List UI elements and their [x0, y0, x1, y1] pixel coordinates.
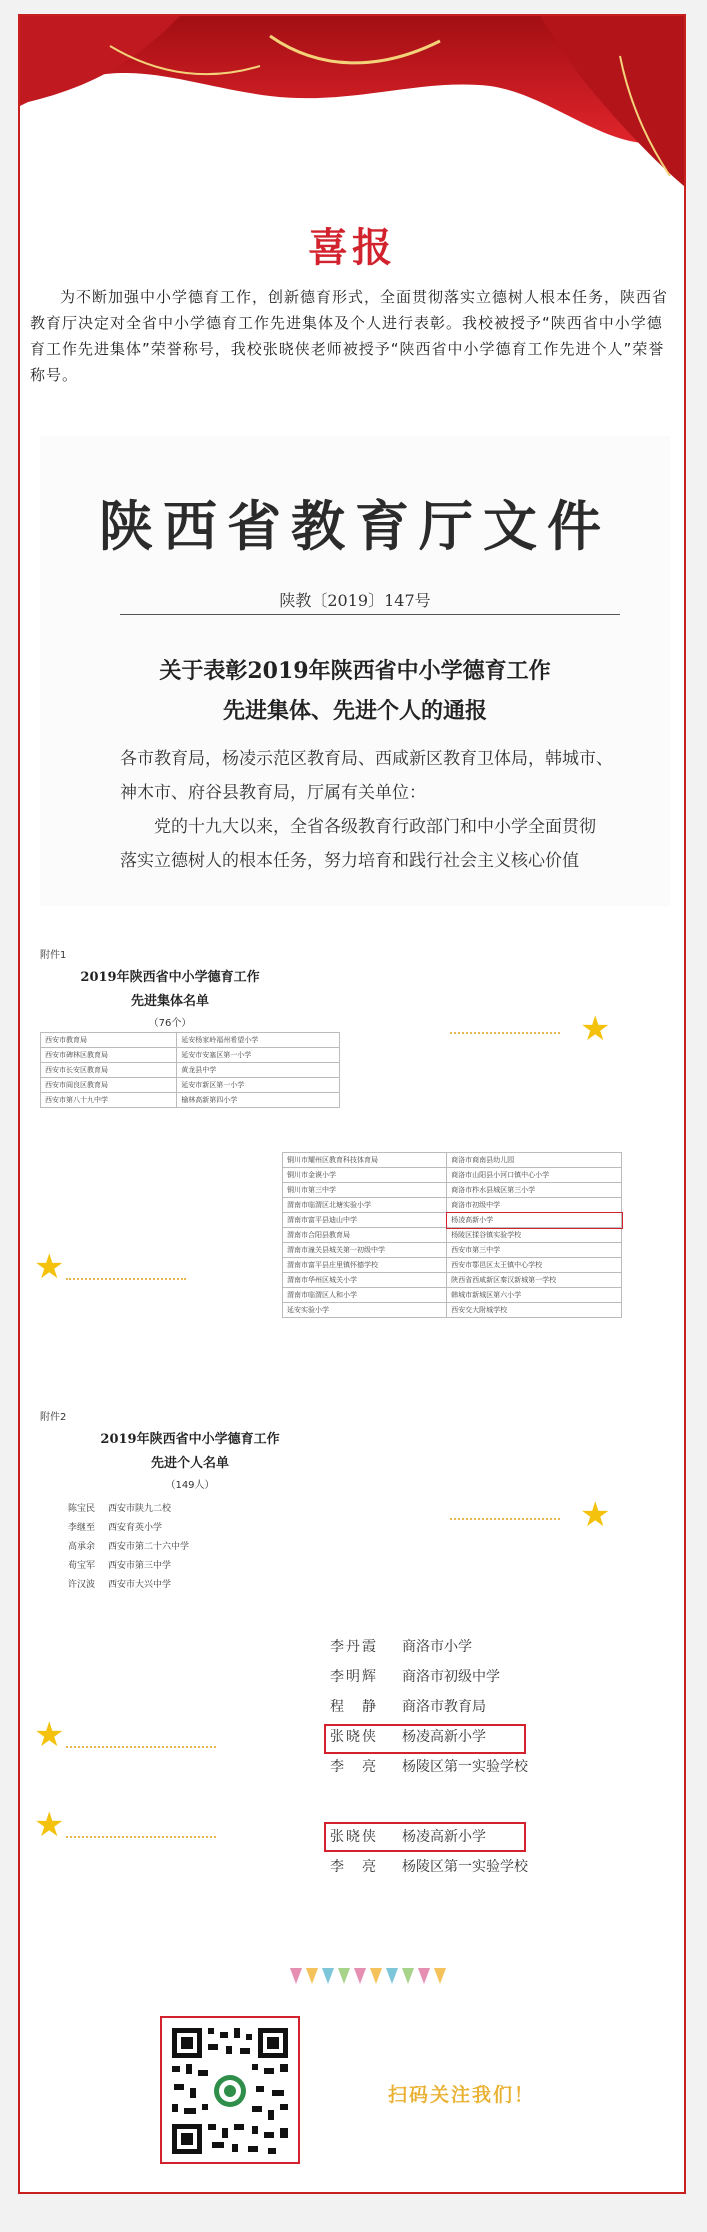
- table-row: [283, 1168, 622, 1183]
- star-icon: ★: [580, 1495, 611, 1535]
- highlight-box: [324, 1724, 526, 1754]
- person-name: 李 亮: [330, 1759, 378, 1775]
- table-row: [41, 1033, 340, 1048]
- table-cell: 渭南市合阳县教育局: [283, 1228, 447, 1243]
- collective-table-a: [40, 1032, 340, 1108]
- attachment-2-title-1: 2019年陕西省中小学德育工作: [100, 1432, 280, 1447]
- list-item: [330, 1692, 650, 1722]
- table-cell: 延安实验小学: [283, 1303, 447, 1318]
- red-curtain-decoration: [20, 16, 684, 216]
- person-name: 李 亮: [330, 1859, 378, 1875]
- table-cell: 韩城市新城区第六小学: [447, 1288, 622, 1303]
- table-cell: 铜川市第三中学: [283, 1183, 447, 1198]
- document-rule: [120, 614, 620, 615]
- person-name: 张晓侠: [330, 1829, 378, 1845]
- person-unit: 杨陵区第一实验学校: [402, 1859, 528, 1875]
- list-item: [68, 1519, 189, 1538]
- table-cell: 陕西省西咸新区秦汉新城第一学校: [447, 1273, 622, 1288]
- person-unit: 商洛市教育局: [402, 1699, 486, 1715]
- dotted-trail: [66, 1746, 216, 1748]
- table-cell: 渭南市富平县庄里镇怀德学校: [283, 1258, 447, 1273]
- table-cell: 榆林高新第四小学: [177, 1093, 340, 1108]
- person-unit: 西安育英小学: [108, 1523, 163, 1533]
- qr-code[interactable]: [160, 2016, 300, 2164]
- dotted-trail: [66, 1278, 186, 1280]
- table-row: [283, 1288, 622, 1303]
- highlighted-school-cell: 杨凌高新小学: [447, 1213, 622, 1228]
- table-cell: 延安杨家岭福州希望小学: [177, 1033, 340, 1048]
- star-icon: ★: [34, 1247, 65, 1287]
- document-header: 陕西省教育厅文件: [99, 494, 611, 558]
- table-row: [283, 1198, 622, 1213]
- attachment-1-label: 附件1: [40, 950, 67, 961]
- table-row: [283, 1183, 622, 1198]
- list-item: [330, 1752, 650, 1782]
- attachment-2-label: 附件2: [40, 1412, 67, 1423]
- document-body-line: 神木市、府谷县教育局，厅属有关单位：: [120, 783, 426, 803]
- table-row: [283, 1303, 622, 1318]
- table-cell: 商洛市商南县幼儿园: [447, 1153, 622, 1168]
- table-cell: 西安市第八十九中学: [41, 1093, 177, 1108]
- attachment-2-count: （149人）: [165, 1480, 215, 1491]
- person-name: 李丹霞: [330, 1639, 378, 1655]
- person-unit: 西安市第三中学: [108, 1561, 172, 1571]
- list-item: [68, 1576, 189, 1595]
- qr-code-icon: [168, 2024, 292, 2158]
- official-document-scan: [40, 436, 670, 906]
- table-cell: 西安市第三中学: [447, 1243, 622, 1258]
- list-item: [68, 1557, 189, 1576]
- table-cell: 渭南市华州区城关小学: [283, 1273, 447, 1288]
- table-cell: 渭南市临渭区人和小学: [283, 1288, 447, 1303]
- table-row: [41, 1093, 340, 1108]
- dotted-trail: [450, 1032, 560, 1034]
- table-cell: 商洛市初级中学: [447, 1198, 622, 1213]
- table-row: [41, 1048, 340, 1063]
- individual-list-a: [68, 1500, 189, 1595]
- person-name: 李明辉: [330, 1669, 378, 1685]
- person-unit: 西安市第二十六中学: [108, 1542, 190, 1552]
- collective-table-b: [282, 1152, 622, 1318]
- table-cell: 黄龙县中学: [177, 1063, 340, 1078]
- person-unit: 商洛市初级中学: [402, 1669, 500, 1685]
- table-cell: 杨陵区揉谷镇实验学校: [447, 1228, 622, 1243]
- list-item: [330, 1632, 650, 1662]
- dotted-trail: [66, 1836, 216, 1838]
- table-cell: 渭南市潼关县城关第一初级中学: [283, 1243, 447, 1258]
- attachment-1-title-1: 2019年陕西省中小学德育工作: [80, 970, 260, 985]
- table-cell: 铜川市金谟小学: [283, 1168, 447, 1183]
- person-name: 高承余: [68, 1542, 96, 1552]
- table-cell: 铜川市耀州区教育科技体育局: [283, 1153, 447, 1168]
- table-row: [41, 1078, 340, 1093]
- table-cell: 商洛市山阳县小河口镇中心小学: [447, 1168, 622, 1183]
- document-body-line: 各市教育局，杨凌示范区教育局、西咸新区教育卫体局，韩城市、: [120, 749, 613, 769]
- table-cell: 渭南市临渭区北塘实验小学: [283, 1198, 447, 1213]
- table-row: [283, 1243, 622, 1258]
- list-item: [68, 1538, 189, 1557]
- attachment-2-title-2: 先进个人名单: [150, 1456, 229, 1471]
- table-cell: 西安市教育局: [41, 1033, 177, 1048]
- person-unit: 杨凌高新小学: [402, 1729, 486, 1745]
- table-row: [283, 1273, 622, 1288]
- table-row: [283, 1213, 622, 1228]
- document-subtitle-2: 先进集体、先进个人的通报: [222, 698, 487, 724]
- dotted-trail: [450, 1518, 560, 1520]
- intro-paragraph: 为不断加强中小学德育工作，创新德育形式，全面贯彻落实立德树人根本任务，陕西省教育厅决定对全省中小学德育工作先进集体及个人进行表彰。我校被授予“陕西省中小学德育工作先进集体”荣誉称号，我校张晓侠老师被授予“陕西省中小学德育工作先进个人”荣誉称号。: [30, 288, 669, 384]
- table-row: [283, 1258, 622, 1273]
- table-row: [283, 1228, 622, 1243]
- list-item: [330, 1852, 650, 1882]
- table-cell: 西安市长安区教育局: [41, 1063, 177, 1078]
- pennant-bunting-decoration: [290, 1966, 460, 1988]
- table-cell: 延安市安塞区第一小学: [177, 1048, 340, 1063]
- qr-caption: 扫码关注我们！: [388, 2084, 536, 2106]
- document-number: 陕教〔2019〕147号: [279, 591, 431, 610]
- table-cell: 西安市阎良区教育局: [41, 1078, 177, 1093]
- table-cell: 延安市新区第一小学: [177, 1078, 340, 1093]
- table-cell: 商洛市柞水县城区第三小学: [447, 1183, 622, 1198]
- person-name: 李继至: [68, 1523, 96, 1533]
- person-name: 许汉波: [68, 1580, 96, 1590]
- star-icon: ★: [580, 1009, 611, 1049]
- table-row: [283, 1153, 622, 1168]
- person-unit: 杨陵区第一实验学校: [402, 1759, 528, 1775]
- person-name: 荀宝军: [68, 1561, 96, 1571]
- highlight-box: [324, 1822, 526, 1852]
- attachment-1-title-2: 先进集体名单: [130, 994, 209, 1009]
- person-name: 程 静: [330, 1699, 378, 1715]
- table-row: [41, 1063, 340, 1078]
- person-name: 陈宝民: [68, 1504, 96, 1514]
- table-cell: 西安市鄠邑区太王镇中心学校: [447, 1258, 622, 1273]
- announcement-card: [18, 14, 686, 2194]
- table-cell: 渭南市富平县迪山中学: [283, 1213, 447, 1228]
- list-item: [68, 1500, 189, 1519]
- individual-list-b: [330, 1632, 650, 1782]
- table-cell: 西安市碑林区教育局: [41, 1048, 177, 1063]
- table-cell: 西安交大附城学校: [447, 1303, 622, 1318]
- person-unit: 商洛市小学: [402, 1639, 472, 1655]
- document-body: [120, 742, 640, 878]
- document-body-line: 党的十九大以来，全省各级教育行政部门和中小学全面贯彻: [120, 817, 596, 837]
- star-icon: ★: [34, 1805, 65, 1845]
- person-unit: 杨凌高新小学: [402, 1829, 486, 1845]
- document-subtitle-1: 关于表彰2019年陕西省中小学德育工作: [159, 658, 551, 684]
- document-body-line: 落实立德树人的根本任务，努力培育和践行社会主义核心价值: [120, 851, 579, 871]
- person-unit: 西安市陕九二校: [108, 1504, 172, 1514]
- list-item: [330, 1662, 650, 1692]
- person-unit: 西安市大兴中学: [108, 1580, 172, 1590]
- star-icon: ★: [34, 1715, 65, 1755]
- attachment-1-count: （76个）: [148, 1018, 192, 1029]
- page-title: 喜报: [308, 224, 396, 271]
- person-name: 张晓侠: [330, 1729, 378, 1745]
